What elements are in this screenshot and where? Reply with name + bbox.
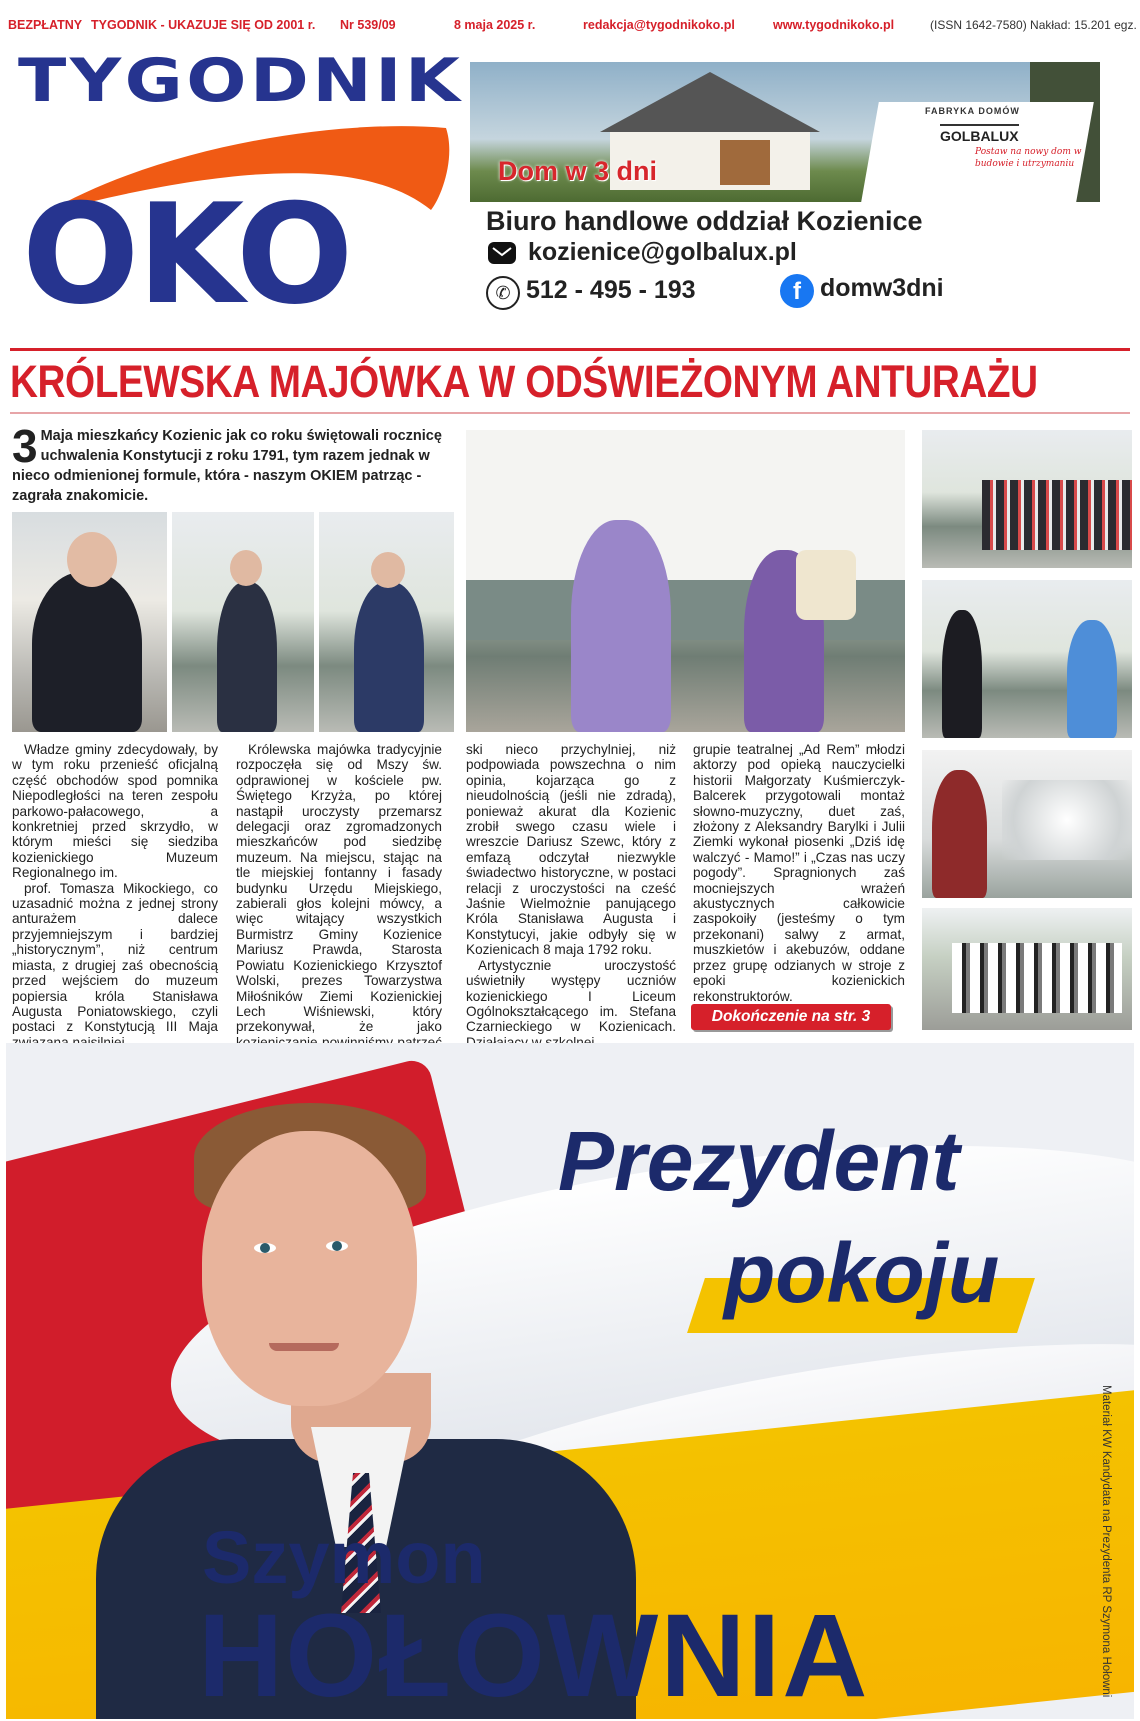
article-column-4 [693, 742, 905, 1004]
logo-tygodnik: TYGODNIK [18, 46, 464, 116]
photo-speaker-2 [172, 512, 314, 732]
article-lead [12, 420, 452, 506]
photo-cannon-salvo [922, 750, 1132, 898]
col2-paragraph: Królewska majówka tradycyjnie rozpoczęła się od Mszy św. odprawionej w kościele pw. Świętego Krzyża, po której nastąpił uroczysty przemarsz delegacji oraz zgromadzonych mieszkańców pod siedzibę muzeum. Na miejscu, stając na tle miejskiej fontanny i fasady budynku Urzędu Miejskiego, zabierali głos kolejni mówcy, a więc witający wszystkich Burmistrz Gminy Kozienice Mariusz Prawda, Starosta Powiatu Kozienickiego Krzysztof Wolski, prezes Towarzystwa Miłośników Ziemi Kozienickiej Lech Wiśniewski, który przekonywał, że jako [236, 742, 442, 1035]
phone-icon: ✆ [486, 276, 520, 310]
campaign-ad[interactable] [6, 1043, 1134, 1719]
photo-crowd [922, 430, 1132, 568]
free-label: BEZPŁATNY [8, 18, 83, 32]
email-icon [488, 242, 516, 264]
tagline: TYGODNIK - UKAZUJE SIĘ OD 2001 r. [91, 18, 316, 32]
ad-facebook[interactable]: domw3dni [820, 274, 944, 302]
issue-date: 8 maja 2025 r. [454, 18, 536, 32]
brand-motto: Postaw na nowy dom w budowie i utrzymaniu [975, 147, 1082, 169]
candidate-face [202, 1131, 417, 1406]
lead-text: Maja mieszkańcy Kozienic jak co roku świętowali rocznicę uchwalenia Konstytucji z roku 1791, tym razem jednak w nieco odmienionej formule, która - naszym OKIEM patrząc - zagrała znakomicie. [12, 428, 442, 504]
photo-speaker-3 [319, 512, 454, 732]
masthead-info-bar [8, 18, 1137, 38]
headline-underline [10, 412, 1130, 414]
headline-divider [10, 348, 1130, 351]
col1-paragraph: Władze gminy zdecydowały, by w tym roku przenieść oficjalną część obchodów spod pomnika Niepodległości na teren zespołu parkowo-pałacowego, a konkretniej przed skrzydło, w którym mieści się siedziba kozienickiego Muzeum Regionalnego im. [12, 742, 218, 881]
ad-phone[interactable]: 512 - 495 - 193 [526, 276, 696, 304]
col1-paragraph: prof. Tomasza Mikockiego, co uzasadnić można z jednej strony anturażem dalece przyjemniejszym i bardziej „historycznym”, niż centrum miasta, z drugiej zaś obecnością przed wejściem do muzeum popiersia króla Stanisława Augusta Poniatowskiego, czyli postaci z Konstytucją III Maja [12, 880, 218, 1035]
golbalux-ad[interactable] [470, 62, 1100, 339]
col4-paragraph: grupie teatralnej „Ad Rem” młodzi aktorzy pod opieką nauczycielki historii Małgorzaty Kuśmierczyk-Balcerek przygotowali montaż słowno-muzyczny, duet zaś, złożony z Aleksandry Barylki i Julii Ziemki wykonał piosenki „Dziś idę walczyć - Mamo!” i „Czas nas uczy pogody”. Spragnionych zaś mocniejszych wrażeń akustycznych całkowicie zaspokoiły (jesteśmy o tym przekonani) salwy z armat, muszkietów i akebuzów, oddane przez grupę odzianych w stroje z epoki kozienickich rekonstruktorów. [693, 742, 905, 1004]
logo-oko: OKO [22, 174, 352, 335]
website-link[interactable]: www.tygodnikoko.pl [773, 18, 895, 32]
col3-paragraph: ski nieco przychylniej, niż podpowiada powszechna o nim opinia, kojarząca go z nieudolnością (jeśli nie zdradą), ponieważ akurat dla Kozienic zrobił swego czasu wiele i wreszcie Dariusz Szewc, który z emfazą odczytał niezwykle świadectwo historyczne, w postaci relacji z uroczystości na cześć Jaśnie Wielmożnie panującego Króla Stanisława Augusta i Konstytucyi, jakie odbyły się w Kozienicach 8 maja 1792 roku. [466, 742, 676, 958]
issue-number: Nr 539/09 [340, 18, 396, 32]
drop-cap: 3 [12, 420, 38, 472]
candidate-last-name: HOŁOWNIA [198, 1590, 870, 1719]
candidate-first-name: Szymon [202, 1516, 486, 1599]
photo-singers [922, 580, 1132, 738]
ad-office: Biuro handlowe oddział Kozienice [486, 206, 923, 236]
article-headline: KRÓLEWSKA MAJÓWKA W ODŚWIEŻONYM ANTURAŻU [10, 356, 1038, 407]
issn-circulation: (ISSN 1642-7580) Nakład: 15.201 egz. [930, 18, 1137, 32]
ad-disclaimer: Materiał KW Kandydata na Prezydenta RP Szymona Hołowni [1100, 1385, 1112, 1698]
facebook-icon: f [780, 274, 814, 308]
photo-actors [466, 430, 905, 732]
ad-email[interactable]: kozienice@golbalux.pl [528, 238, 797, 266]
ad-slogan: Dom w 3 dni [498, 156, 658, 186]
photo-speaker-1 [12, 512, 167, 732]
article-column-3 [466, 742, 676, 1050]
col3-paragraph: Artystycznie uroczystość uświetniły występy uczniów kozienickiego I Liceum Ogólnokształcącego im. Stefana Czarnieckiego w Kozienicach. [466, 957, 676, 1035]
candidate-pupil [332, 1241, 342, 1251]
candidate-mouth [269, 1343, 339, 1351]
candidate-pupil [260, 1243, 270, 1253]
slogan-line-1: Prezydent [558, 1114, 960, 1208]
article-column-2 [236, 742, 442, 1066]
article-column-1 [12, 742, 218, 1050]
continuation-link[interactable]: Dokończenie na str. 3 [691, 1004, 891, 1030]
photo-parade [922, 908, 1132, 1030]
brand-header: FABRYKA DOMÓW [925, 106, 1020, 116]
slogan-line-2: pokoju [724, 1226, 1000, 1320]
editor-email[interactable]: redakcja@tygodnikoko.pl [583, 18, 735, 32]
brand-name: GOLBALUX [940, 124, 1019, 144]
